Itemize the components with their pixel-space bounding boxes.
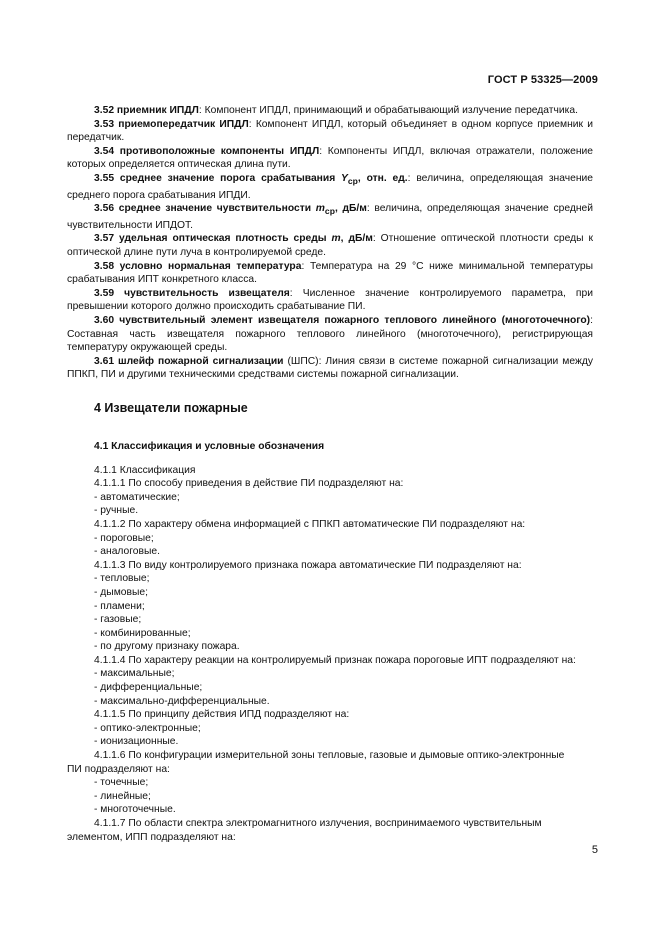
term-definition: Численное значение контролируемого параметра, при превышении которого должно происходить срабатывание ПИ. (67, 287, 593, 313)
term-separator: : (319, 145, 328, 157)
term-number: 3.56 (94, 203, 115, 215)
term-definition: (ШПС): Линия связи в системе пожарной сигнализации между ППКП, ПИ и другими техническими средствами системы пожарной сигнализации. (67, 355, 593, 381)
list-item: элементом, ИПП подразделяют на: (67, 831, 236, 843)
list-item: 4.1.1.6 По конфигурации измерительной зоны тепловые, газовые и дымовые оптико-электронные (94, 750, 565, 762)
list-item: - пламени; (94, 600, 145, 612)
term-definition: Температура на 29 °C ниже минимальной температуры срабатывания ИПТ конкретного класса. (67, 260, 593, 286)
term-name: среднее значение чувствительности (118, 203, 316, 215)
term-variable: Y (341, 172, 348, 184)
list-item: - дифференциальные; (94, 682, 203, 694)
term-paragraph (67, 202, 593, 232)
term-separator: : (590, 315, 593, 326)
list-item: - пороговые; (94, 532, 154, 544)
term-definition: Составная часть извещателя пожарного теплового линейного (многоточечного), регистрирующая температуру окружающей среды. (67, 328, 593, 354)
term-name: шлейф пожарной сигнализации (118, 355, 284, 367)
list-item: 4.1.1 Классификация (94, 464, 196, 476)
term-paragraph (67, 314, 593, 355)
list-item: - дымовые; (94, 586, 148, 598)
list-item: - максимальные; (94, 668, 175, 680)
list-item: 4.1.1.5 По принципу действия ИПД подразделяют на: (94, 709, 350, 721)
list-item: 4.1.1.1 По способу приведения в действие ПИ подразделяют на: (94, 478, 404, 490)
list-item: - тепловые; (94, 573, 150, 585)
term-separator: : (366, 203, 375, 215)
term-definition: Компонент ИПДЛ, который объединяет в одном корпусе приемник и передатчик. (67, 118, 593, 144)
term-variable: m (331, 233, 341, 245)
term-heading (94, 315, 590, 326)
list-item: 4.1.1.3 По виду контролируемого признака пожара автоматические ПИ подразделяют на: (94, 559, 522, 571)
term-separator: : (301, 260, 310, 272)
classification-list (67, 464, 593, 845)
term-heading (94, 356, 284, 367)
list-item: 4.1.1.7 По области спектра электромагнитного излучения, воспринимаемого чувствительным (94, 818, 542, 829)
term-number: 3.53 (94, 118, 115, 130)
list-item: - максимально-дифференциальные. (94, 695, 270, 707)
page-content (67, 104, 593, 844)
term-name: приемопередатчик ИПДЛ (118, 118, 249, 130)
term-number: 3.61 (94, 355, 115, 367)
term-number: 3.58 (94, 260, 115, 272)
term-paragraph (67, 260, 593, 287)
term-variable: m (315, 203, 325, 215)
term-number: 3.55 (94, 172, 115, 184)
term-separator: : (198, 105, 205, 116)
term-heading (94, 261, 301, 272)
list-item: - по другому признаку пожара. (94, 641, 240, 653)
term-definition: Компонент ИПДЛ, принимающий и обрабатывающий излучение передатчика. (204, 105, 578, 116)
term-unit: , дБ/м (334, 203, 367, 215)
term-name: удельная оптическая плотность среды (118, 233, 332, 245)
term-separator: : (248, 118, 256, 130)
term-heading (94, 119, 249, 130)
term-paragraph (67, 145, 593, 172)
list-item: ПИ подразделяют на: (67, 763, 170, 775)
term-name: чувствительность извещателя (124, 287, 290, 299)
term-heading (94, 105, 199, 116)
list-item: - комбинированные; (94, 627, 191, 639)
term-unit: , отн. ед. (357, 172, 408, 184)
term-heading (94, 172, 408, 187)
list-item: - оптико-электронные; (94, 722, 201, 734)
list-item: - линейные; (94, 790, 151, 802)
list-item: - аналоговые. (94, 546, 160, 558)
term-paragraph (67, 355, 593, 382)
term-definition: величина, определяющая значение среднего порога срабатывания ИПДИ. (67, 172, 593, 201)
term-name: чувствительный элемент извещателя пожарного теплового линейного (многоточечного) (119, 315, 591, 326)
term-heading (94, 288, 290, 299)
list-item: - автоматические; (94, 491, 180, 503)
list-item: 4.1.1.4 По характеру реакции на контролируемый признак пожара пороговые ИПТ подразделяют на: (94, 654, 576, 666)
term-heading (94, 233, 373, 244)
term-definition: Компоненты ИПДЛ, включая отражатели, положение которых определяется оптическая длина пути. (67, 145, 593, 171)
term-paragraph (67, 118, 593, 145)
document-code: ГОСТ Р 53325—2009 (487, 74, 598, 86)
list-item: - точечные; (94, 777, 149, 789)
term-name: среднее значение порога срабатывания (119, 172, 342, 184)
terms-list (67, 104, 593, 382)
term-number: 3.59 (94, 287, 115, 299)
list-item: - ручные. (94, 505, 139, 517)
subsection-title: 4.1 Классификация и условные обозначения (94, 440, 325, 452)
term-definition: величина, определяющая значение средней чувствительности ИПДОТ. (67, 203, 593, 231)
term-separator: : (289, 287, 303, 299)
list-item: 4.1.1.2 По характеру обмена информацией с ППКП автоматические ПИ подразделяют на: (94, 518, 526, 530)
term-number: 3.57 (94, 233, 115, 245)
term-separator: : (407, 172, 417, 184)
term-definition: Отношение оптической плотности среды к оптической длине пути луча в контролируемой среде. (67, 233, 593, 259)
section-title: 4 Извещатели пожарные (94, 400, 248, 415)
term-paragraph (67, 172, 593, 202)
term-name: условно нормальная температура (119, 260, 302, 272)
term-name: противоположные компоненты ИПДЛ (119, 145, 320, 157)
term-paragraph (67, 104, 593, 118)
term-name: приемник ИПДЛ (116, 105, 199, 116)
term-heading (94, 146, 319, 157)
term-number: 3.54 (94, 145, 115, 157)
term-subscript: ср (347, 176, 358, 187)
page-number: 5 (591, 844, 598, 856)
term-subscript: ср (324, 206, 335, 217)
list-item: - газовые; (94, 614, 142, 626)
term-number: 3.52 (94, 105, 115, 116)
term-paragraph (67, 287, 593, 314)
term-paragraph (67, 232, 593, 259)
term-separator: : (372, 233, 381, 245)
term-unit: , дБ/м (340, 233, 373, 245)
term-number: 3.60 (94, 315, 115, 326)
list-item: - ионизационные. (94, 736, 179, 748)
list-item: - многоточечные. (94, 804, 176, 816)
term-heading (94, 203, 367, 217)
